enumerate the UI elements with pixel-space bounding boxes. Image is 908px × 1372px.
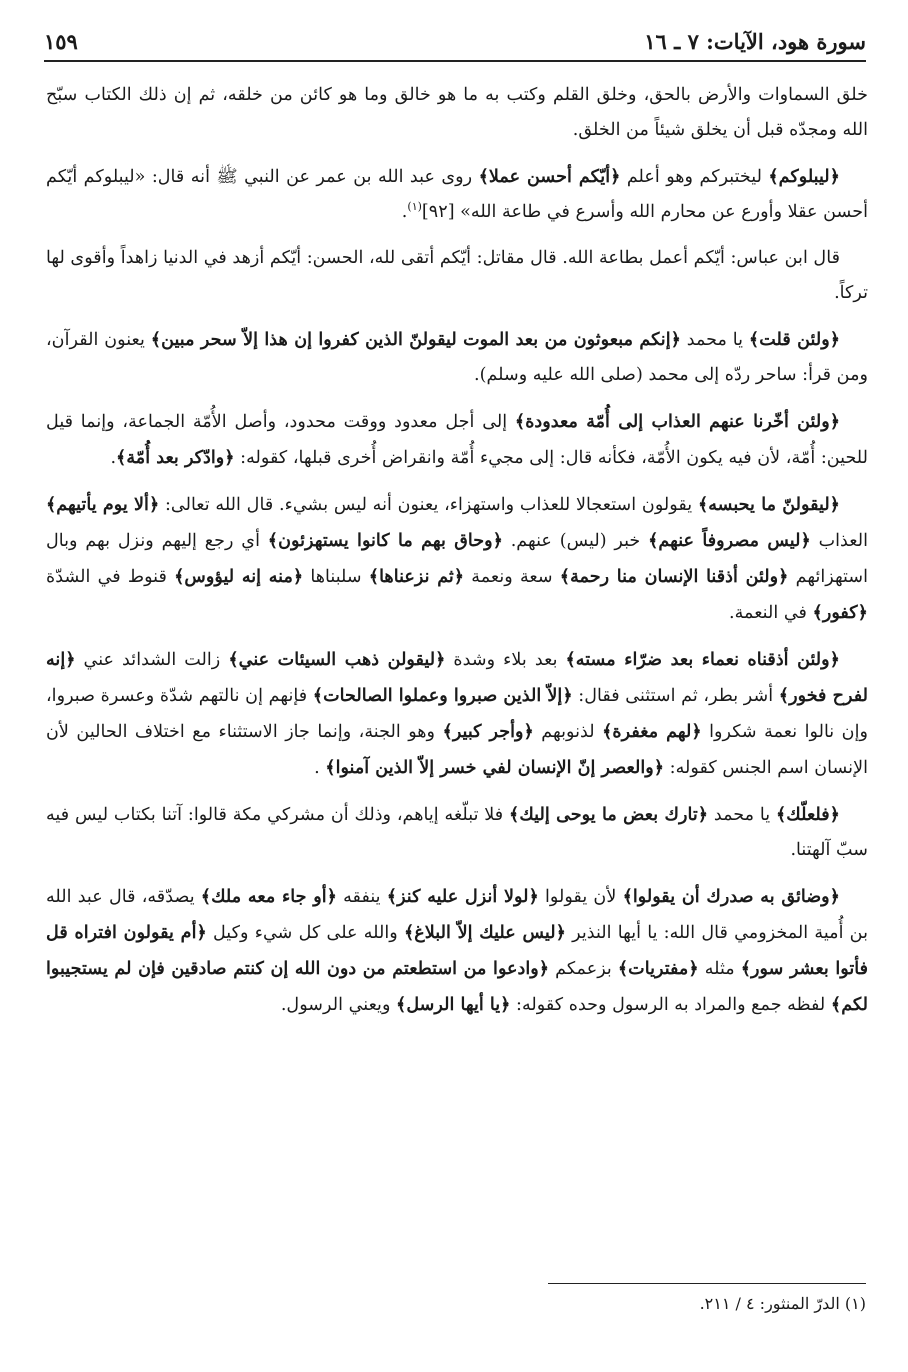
commentary-text: ويعني الرسول. (280, 995, 397, 1015)
page-header (44, 26, 866, 56)
quran-verse: ﴿أم يقولون افتراه قل فأتوا بعشر سور﴾ (46, 922, 868, 979)
quran-verse: ﴿ليبلوكم﴾ (768, 166, 840, 187)
commentary-text: روى عبد الله بن عمر عن النبي ﷺ أنه قال: «ليبلوكم أيّكم أحسن عقلا وأورع عن محارم الله وأسرع في طاعة الله» [٩٢] (46, 167, 868, 222)
commentary-text: أشر بطر، ثم استثنى فقال: (572, 686, 779, 706)
commentary-text: والله على كل شيء وكيل (206, 923, 404, 943)
quran-verse: ﴿منه إنه ليؤوس﴾ (174, 566, 304, 587)
commentary-text: زالت الشدائد عني (75, 650, 229, 670)
commentary-text: يصدّقه، قال عبد الله بن أُمية المخزومي قال الله: يا أيها النذير (46, 887, 868, 943)
quran-verse: ﴿تارك بعض ما يوحى إليك﴾ (509, 804, 709, 825)
commentary-text: لذنوبهم (533, 722, 603, 742)
paragraph (46, 404, 868, 476)
commentary-text: ينفقه (336, 887, 387, 907)
page-number: ١٥٩ (44, 28, 78, 54)
quran-verse: ﴿إنكم مبعوثون من بعد الموت ليقولنّ الذين كفروا إن هذا إلاّ سحر مبين﴾ (150, 329, 681, 350)
quran-verse: ﴿وادعوا من استطعتم من دون الله إن كنتم صادقين فإن لم يستجيبوا لكم﴾ (46, 958, 868, 1015)
quran-verse: ﴿ليقولن ذهب السيئات عني﴾ (228, 649, 446, 670)
footnote-divider (548, 1283, 866, 1284)
quran-verse: ﴿ولئن أخّرنا عنهم العذاب إلى أُمّة معدودة﴾ (514, 411, 840, 432)
commentary-text: لفظه جمع والمراد به الرسول وحده كقوله: (510, 995, 831, 1015)
quran-verse: ﴿وحاق بهم ما كانوا يستهزئون﴾ (267, 530, 503, 551)
quran-verse: ﴿لهم مغفرة﴾ (602, 721, 702, 742)
quran-verse: ﴿ليس مصروفاً عنهم﴾ (648, 530, 811, 551)
quran-verse: ﴿إنه لفرح فخور﴾ (46, 649, 868, 706)
quran-verse: ﴿وادّكر بعد أُمّة﴾ (116, 447, 235, 468)
quran-verse: ﴿ليقولنّ ما يحبسه﴾ (697, 494, 840, 515)
paragraph (46, 322, 868, 393)
commentary-text: خلق السماوات والأرض بالحق، وخلق القلم وكتب به ما هو خالق وما هو كائن من خلقه، ثم إن ذلك الكتاب سبّح الله ومجدّه قبل أن يخلق شيئاً من الخلق. (46, 85, 868, 140)
paragraph (46, 642, 868, 786)
header-divider (44, 60, 866, 62)
commentary-text: سعة ونعمة (464, 567, 560, 587)
commentary-text: العذاب (810, 531, 868, 551)
quran-verse: ﴿والعصر إنّ الإنسان لفي خسر إلاّ الذين آمنوا﴾ (325, 757, 665, 778)
commentary-text: . (110, 448, 117, 468)
paragraph (46, 78, 868, 148)
quran-verse: ﴿ثم نزعناها﴾ (368, 566, 465, 587)
quran-verse: ﴿إلاّ الذين صبروا وعملوا الصالحات﴾ (312, 685, 573, 706)
paragraph (46, 797, 868, 868)
commentary-text: سلبناها (303, 567, 369, 587)
quran-verse: ﴿ليس عليك إلاّ البلاغ﴾ (403, 922, 566, 943)
quran-verse: ﴿أيّكم أحسن عملا﴾ (478, 166, 621, 187)
commentary-text: يقولون استعجالا للعذاب واستهزاء، يعنون أنه ليس بشيء. قال الله تعالى: (159, 495, 698, 515)
commentary-text: فلا تبلّغه إياهم، وذلك أن مشركي مكة قالوا: آتنا بكتاب ليس فيه سبّ آلهتنا. (46, 805, 868, 860)
quran-verse: ﴿فلعلّك﴾ (775, 804, 840, 825)
commentary-text: ليختبركم وهو أعلم (620, 167, 769, 187)
commentary-text: بزعمكم (549, 959, 618, 979)
quran-verse: ﴿يا أيها الرسل﴾ (396, 994, 511, 1015)
footnote-ref: (١) (407, 200, 422, 214)
commentary-text: يعنون القرآن، ومن قرأ: ساحر ردّه إلى محمد (صلى الله عليه وسلم). (46, 330, 868, 385)
quran-verse: ﴿ألا يوم يأتيهم﴾ (46, 494, 160, 515)
paragraph (46, 241, 868, 311)
commentary-text: مثله (698, 959, 741, 979)
quran-verse: ﴿ولئن أذقناه نعماء بعد ضرّاء مسته﴾ (565, 649, 840, 670)
quran-verse: ﴿لولا أنزل عليه كنز﴾ (386, 886, 539, 907)
commentary-text: قنوط في الشدّة (46, 567, 175, 587)
commentary-text: أي رجع إليهم ونزل بهم وبال استهزائهم (46, 531, 868, 587)
commentary-text: في النعمة. (729, 603, 813, 623)
quran-verse: ﴿كفور﴾ (812, 602, 868, 623)
main-text (46, 78, 868, 1034)
commentary-text: إلى أجل معدود ووقت محدود، وأصل الأُمّة الجماعة، وإنما قيل للحين: أُمّة، لأن فيه يكون الأُمّة، فكأنه قال: إلى مجيء أُمّة وانقراض أُخرى قبلها، كقوله: (46, 412, 868, 468)
commentary-text: بعد بلاء وشدة (445, 650, 566, 670)
quran-verse: ﴿وأجر كبير﴾ (442, 721, 534, 742)
quran-verse: ﴿أو جاء معه ملك﴾ (200, 886, 337, 907)
commentary-text: فإنهم إن نالتهم شدّة وعسرة صبروا، وإن نالوا نعمة شكروا (46, 686, 868, 742)
commentary-text: خبر (ليس) عنهم. (502, 531, 649, 551)
commentary-text: . (401, 202, 408, 222)
quran-verse: ﴿مفتريات﴾ (617, 958, 699, 979)
commentary-text: . (314, 758, 326, 778)
commentary-text: يا محمد (708, 805, 776, 825)
commentary-text: يا محمد (680, 330, 749, 350)
commentary-text: لأن يقولوا (538, 887, 623, 907)
quran-verse: ﴿ولئن أذقنا الإنسان منا رحمة﴾ (559, 566, 789, 587)
paragraph (46, 159, 868, 230)
commentary-text: قال ابن عباس: أيّكم أعمل بطاعة الله. قال مقاتل: أيّكم أتقى لله، الحسن: أيّكم أزهد في الدنيا زاهداً وأقوى لها تركاً. (46, 248, 868, 303)
commentary-text: وهو الجنة، وإنما جاز الاستثناء مع اختلاف الحالين لأن الإنسان اسم الجنس كقوله: (46, 722, 868, 778)
footnote: (١) الدرّ المنثور: ٤ / ٢١١. (699, 1294, 866, 1313)
quran-verse: ﴿وضائق به صدرك أن يقولوا﴾ (622, 886, 840, 907)
running-title: سورة هود، الآيات: ٧ ـ ١٦ (644, 28, 866, 54)
paragraph (46, 879, 868, 1023)
quran-verse: ﴿ولئن قلت﴾ (748, 329, 840, 350)
paragraph (46, 487, 868, 631)
